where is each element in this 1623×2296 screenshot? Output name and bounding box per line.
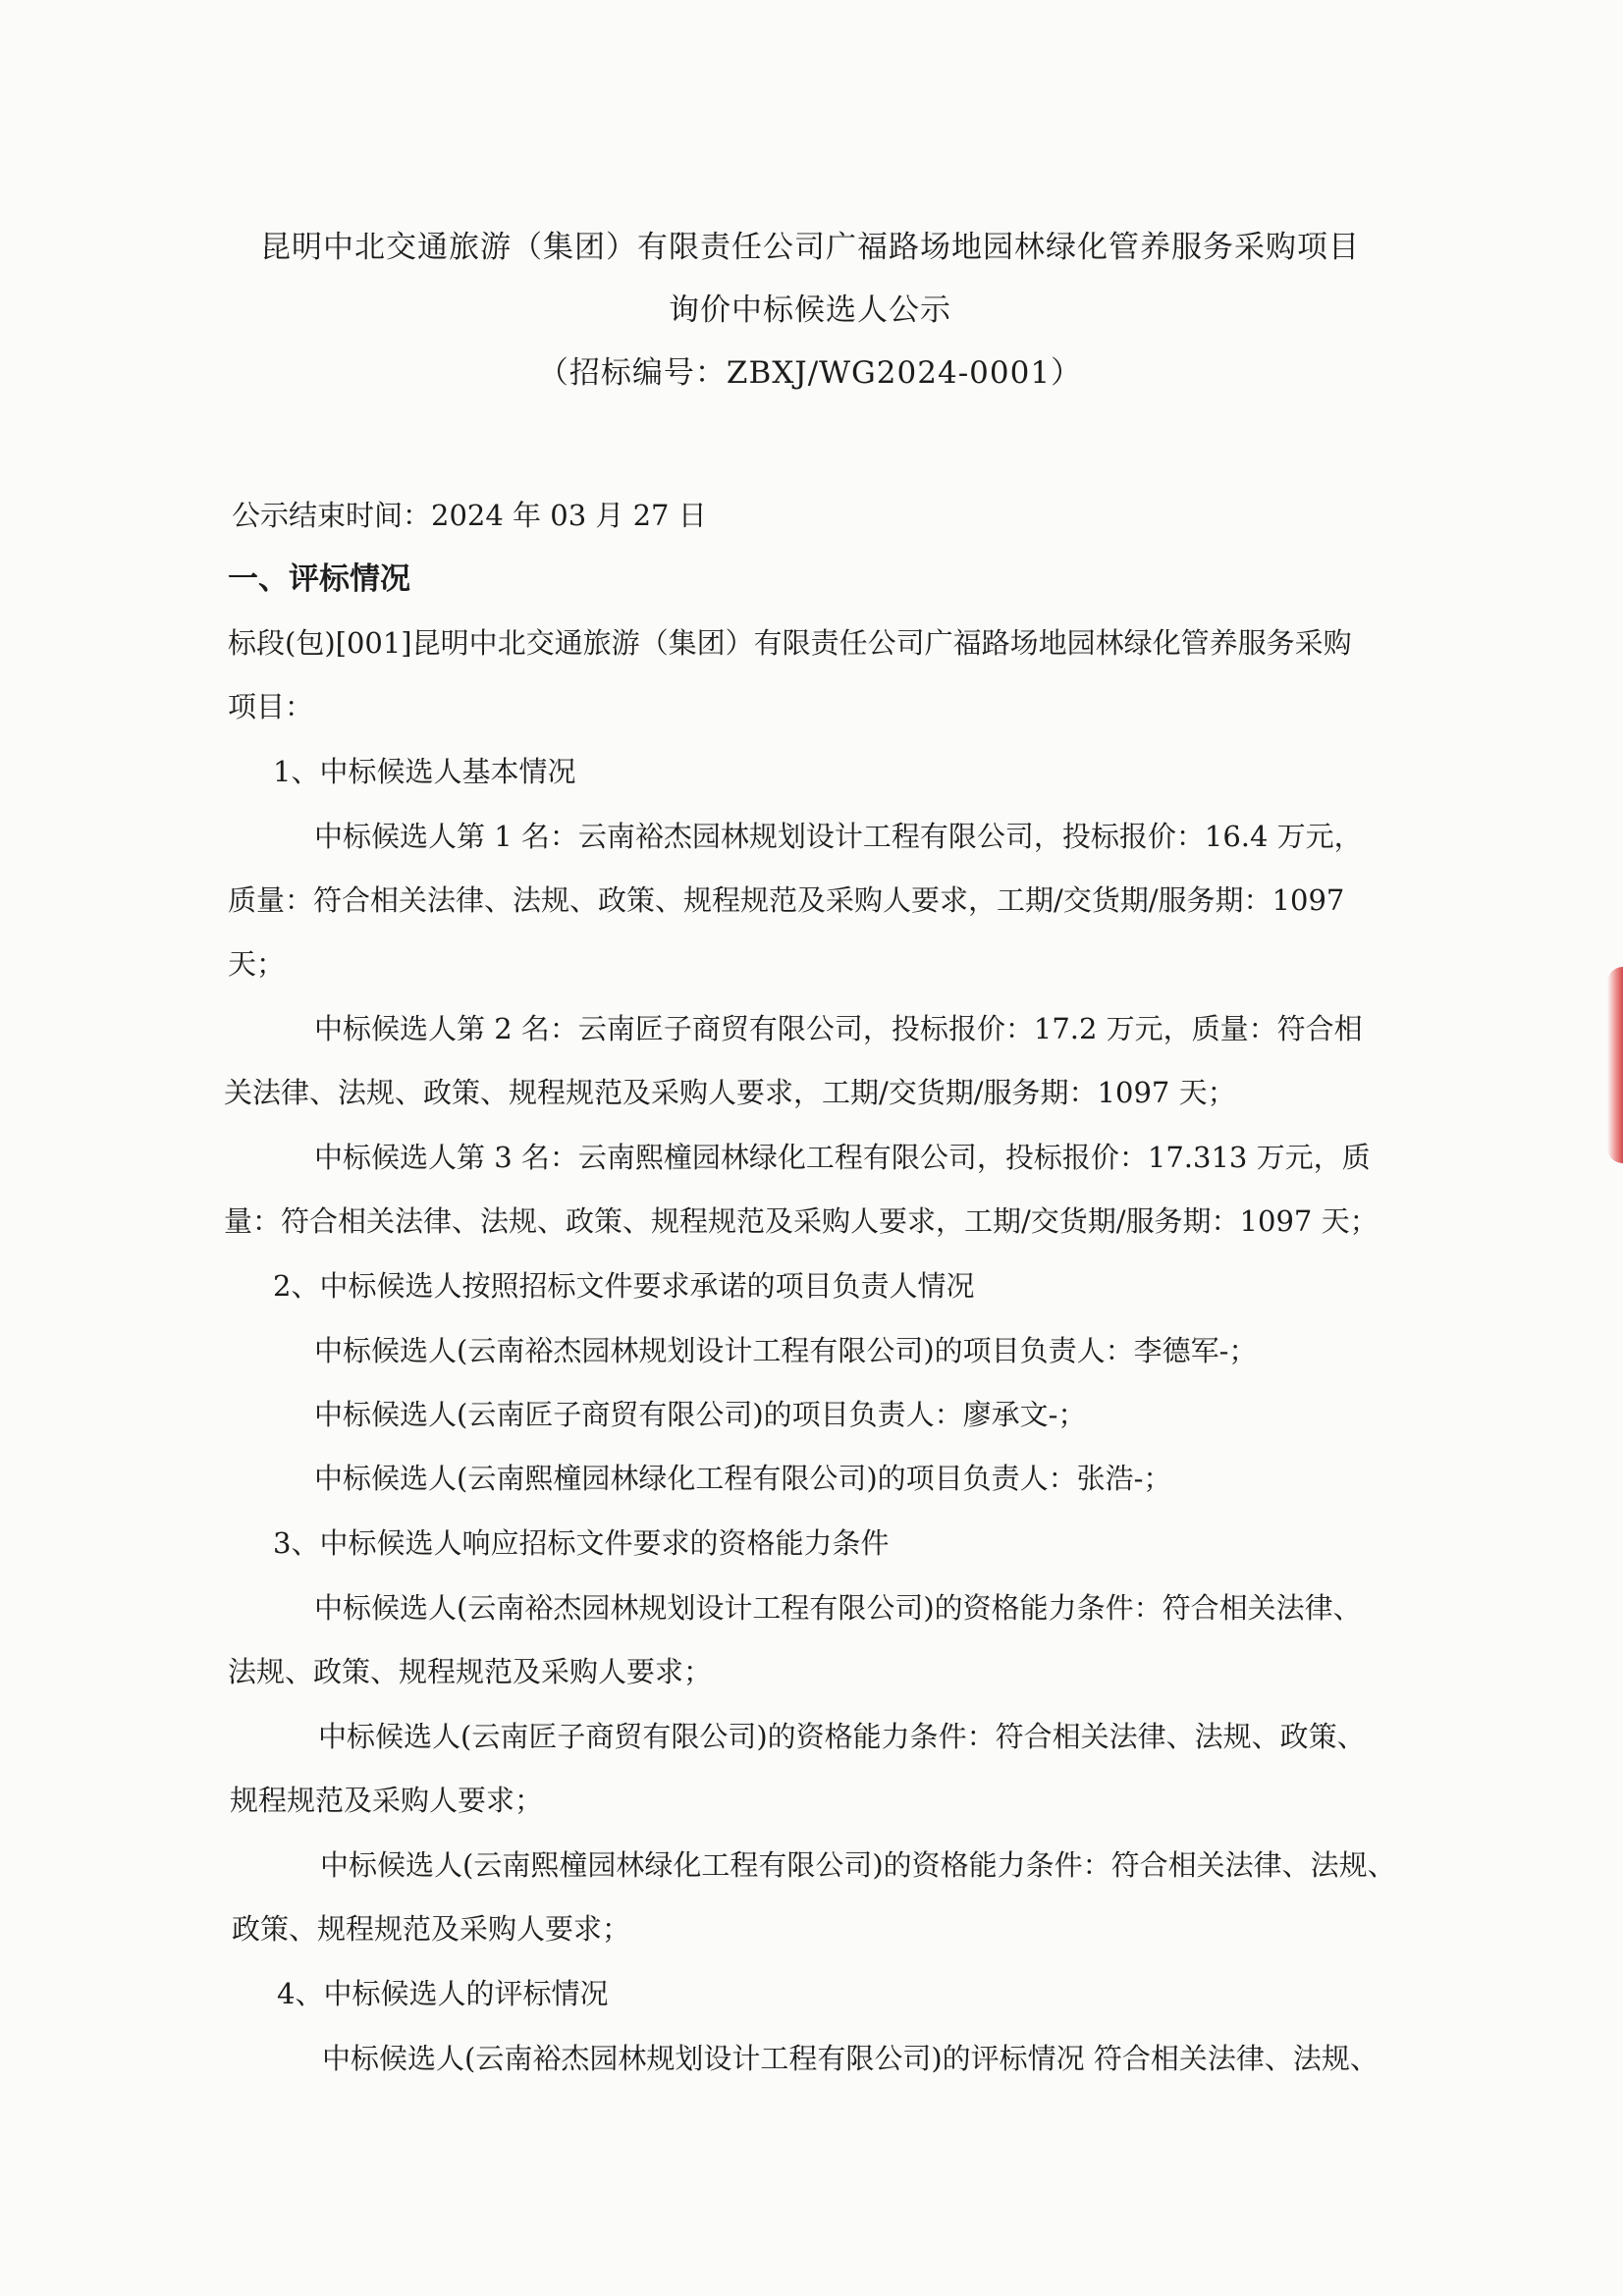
qualification-1-line-1: 中标候选人(云南裕杰园林规划设计工程有限公司)的资格能力条件：符合相关法律、 xyxy=(314,1591,1362,1625)
qualification-2-line-1: 中标候选人(云南匠子商贸有限公司)的资格能力条件：符合相关法律、法规、政策、 xyxy=(318,1720,1366,1753)
subsection-heading-2: 2、中标候选人按照招标文件要求承诺的项目负责人情况 xyxy=(273,1269,975,1303)
candidate-1-line-3: 天； xyxy=(228,947,286,981)
candidate-2-line-2: 关法律、法规、政策、规程规范及采购人要求，工期/交货期/服务期：1097 天； xyxy=(224,1076,1236,1109)
project-manager-2: 中标候选人(云南匠子商贸有限公司)的项目负责人：廖承文-； xyxy=(314,1398,1087,1431)
candidate-3-line-1: 中标候选人第 3 名：云南熙橦园林绿化工程有限公司，投标报价：17.313 万元，质 xyxy=(314,1141,1371,1174)
section-heading-evaluation: 一、评标情况 xyxy=(228,561,410,597)
project-manager-1: 中标候选人(云南裕杰园林规划设计工程有限公司)的项目负责人：李德军-； xyxy=(314,1334,1258,1367)
candidate-1-line-2: 质量：符合相关法律、法规、政策、规程规范及采购人要求，工期/交货期/服务期：1097 xyxy=(228,883,1345,917)
subsection-heading-3: 3、中标候选人响应招标文件要求的资格能力条件 xyxy=(273,1526,890,1560)
title-line-1: 昆明中北交通旅游（集团）有限责任公司广福路场地园林绿化管养服务采购项目 xyxy=(260,230,1360,265)
evaluation-1-line-1: 中标候选人(云南裕杰园林规划设计工程有限公司)的评标情况 符合相关法律、法规、 xyxy=(322,2042,1379,2075)
title-line-3: （招标编号：ZBXJ/WG2024-0001） xyxy=(537,355,1083,391)
seal-edge-mark xyxy=(1607,967,1623,1163)
section-intro-line-2: 项目： xyxy=(228,690,314,723)
subsection-heading-1: 1、中标候选人基本情况 xyxy=(273,755,576,788)
section-intro-line-1: 标段(包)[001]昆明中北交通旅游（集团）有限责任公司广福路场地园林绿化管养服务采购 xyxy=(228,626,1352,660)
qualification-2-line-2: 规程规范及采购人要求； xyxy=(230,1784,544,1817)
qualification-1-line-2: 法规、政策、规程规范及采购人要求； xyxy=(228,1655,713,1688)
document-title xyxy=(196,216,1424,404)
candidate-3-line-2: 量：符合相关法律、法规、政策、规程规范及采购人要求，工期/交货期/服务期：1097 天； xyxy=(224,1204,1379,1238)
candidate-2-line-1: 中标候选人第 2 名：云南匠子商贸有限公司，投标报价：17.2 万元，质量：符合相 xyxy=(314,1012,1363,1045)
notice-end-time: 公示结束时间：2024 年 03 月 27 日 xyxy=(232,499,707,532)
subsection-heading-4: 4、中标候选人的评标情况 xyxy=(277,1977,609,2010)
title-line-2: 询价中标候选人公示 xyxy=(669,293,951,328)
qualification-3-line-1: 中标候选人(云南熙橦园林绿化工程有限公司)的资格能力条件：符合相关法律、法规、 xyxy=(320,1848,1396,1882)
candidate-1-line-1: 中标候选人第 1 名：云南裕杰园林规划设计工程有限公司，投标报价：16.4 万元， xyxy=(314,820,1363,853)
project-manager-3: 中标候选人(云南熙橦园林绿化工程有限公司)的项目负责人：张浩-； xyxy=(314,1462,1172,1495)
qualification-3-line-2: 政策、规程规范及采购人要求； xyxy=(232,1912,631,1946)
